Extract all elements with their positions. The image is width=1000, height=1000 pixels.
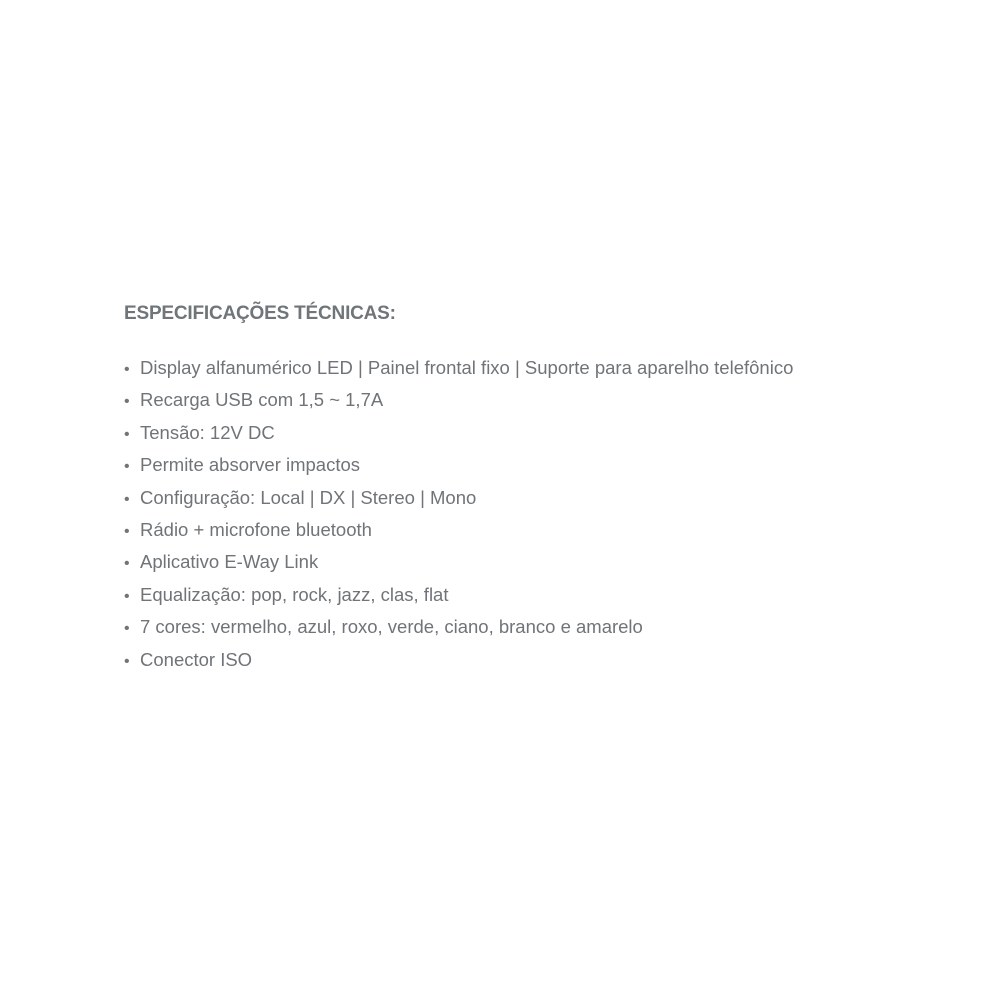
spec-item-colors [124,612,944,644]
spec-item-text: Tensão: 12V DC [140,421,275,443]
spec-item-impact [124,450,944,482]
spec-item-radio-bluetooth [124,515,944,547]
spec-item-text: Conector ISO [140,648,253,670]
spec-item-connector [124,645,944,677]
spec-item-text: Configuração: Local | DX | Stereo | Mono [140,486,477,508]
spec-item-text: Equalização: pop, rock, jazz, clas, flat [140,583,449,605]
specs-list [124,353,944,677]
spec-item-configuration [124,483,944,515]
bullet-icon: • [124,620,130,638]
spec-item-usb-charging [124,385,944,417]
spec-item-voltage [124,418,944,450]
bullet-icon: • [124,361,130,378]
bullet-icon: • [124,490,130,508]
spec-item-app [124,547,944,579]
spec-item-text: Recarga USB com 1,5 ~ 1,7A [140,389,384,411]
bullet-icon: • [124,523,130,541]
technical-specs-section [124,300,944,677]
bullet-icon: • [124,393,130,411]
spec-item-equalization [124,580,944,612]
specs-title: ESPECIFICAÇÕES TÉCNICAS: [124,303,396,324]
spec-item-text: Aplicativo E-Way Link [140,551,319,573]
bullet-icon: • [124,652,130,670]
bullet-icon: • [124,587,130,605]
bullet-icon: • [124,458,130,476]
bullet-icon: • [124,555,130,573]
spec-item-text: 7 cores: vermelho, azul, roxo, verde, ciano, branco e amarelo [140,616,643,638]
spec-item-text: Permite absorver impactos [140,454,361,476]
spec-item-text: Display alfanumérico LED | Painel frontal fixo | Suporte para aparelho telefônico [140,357,794,378]
bullet-icon: • [124,425,130,443]
spec-item-display [124,353,944,385]
spec-item-text: Rádio + microfone bluetooth [140,519,372,541]
